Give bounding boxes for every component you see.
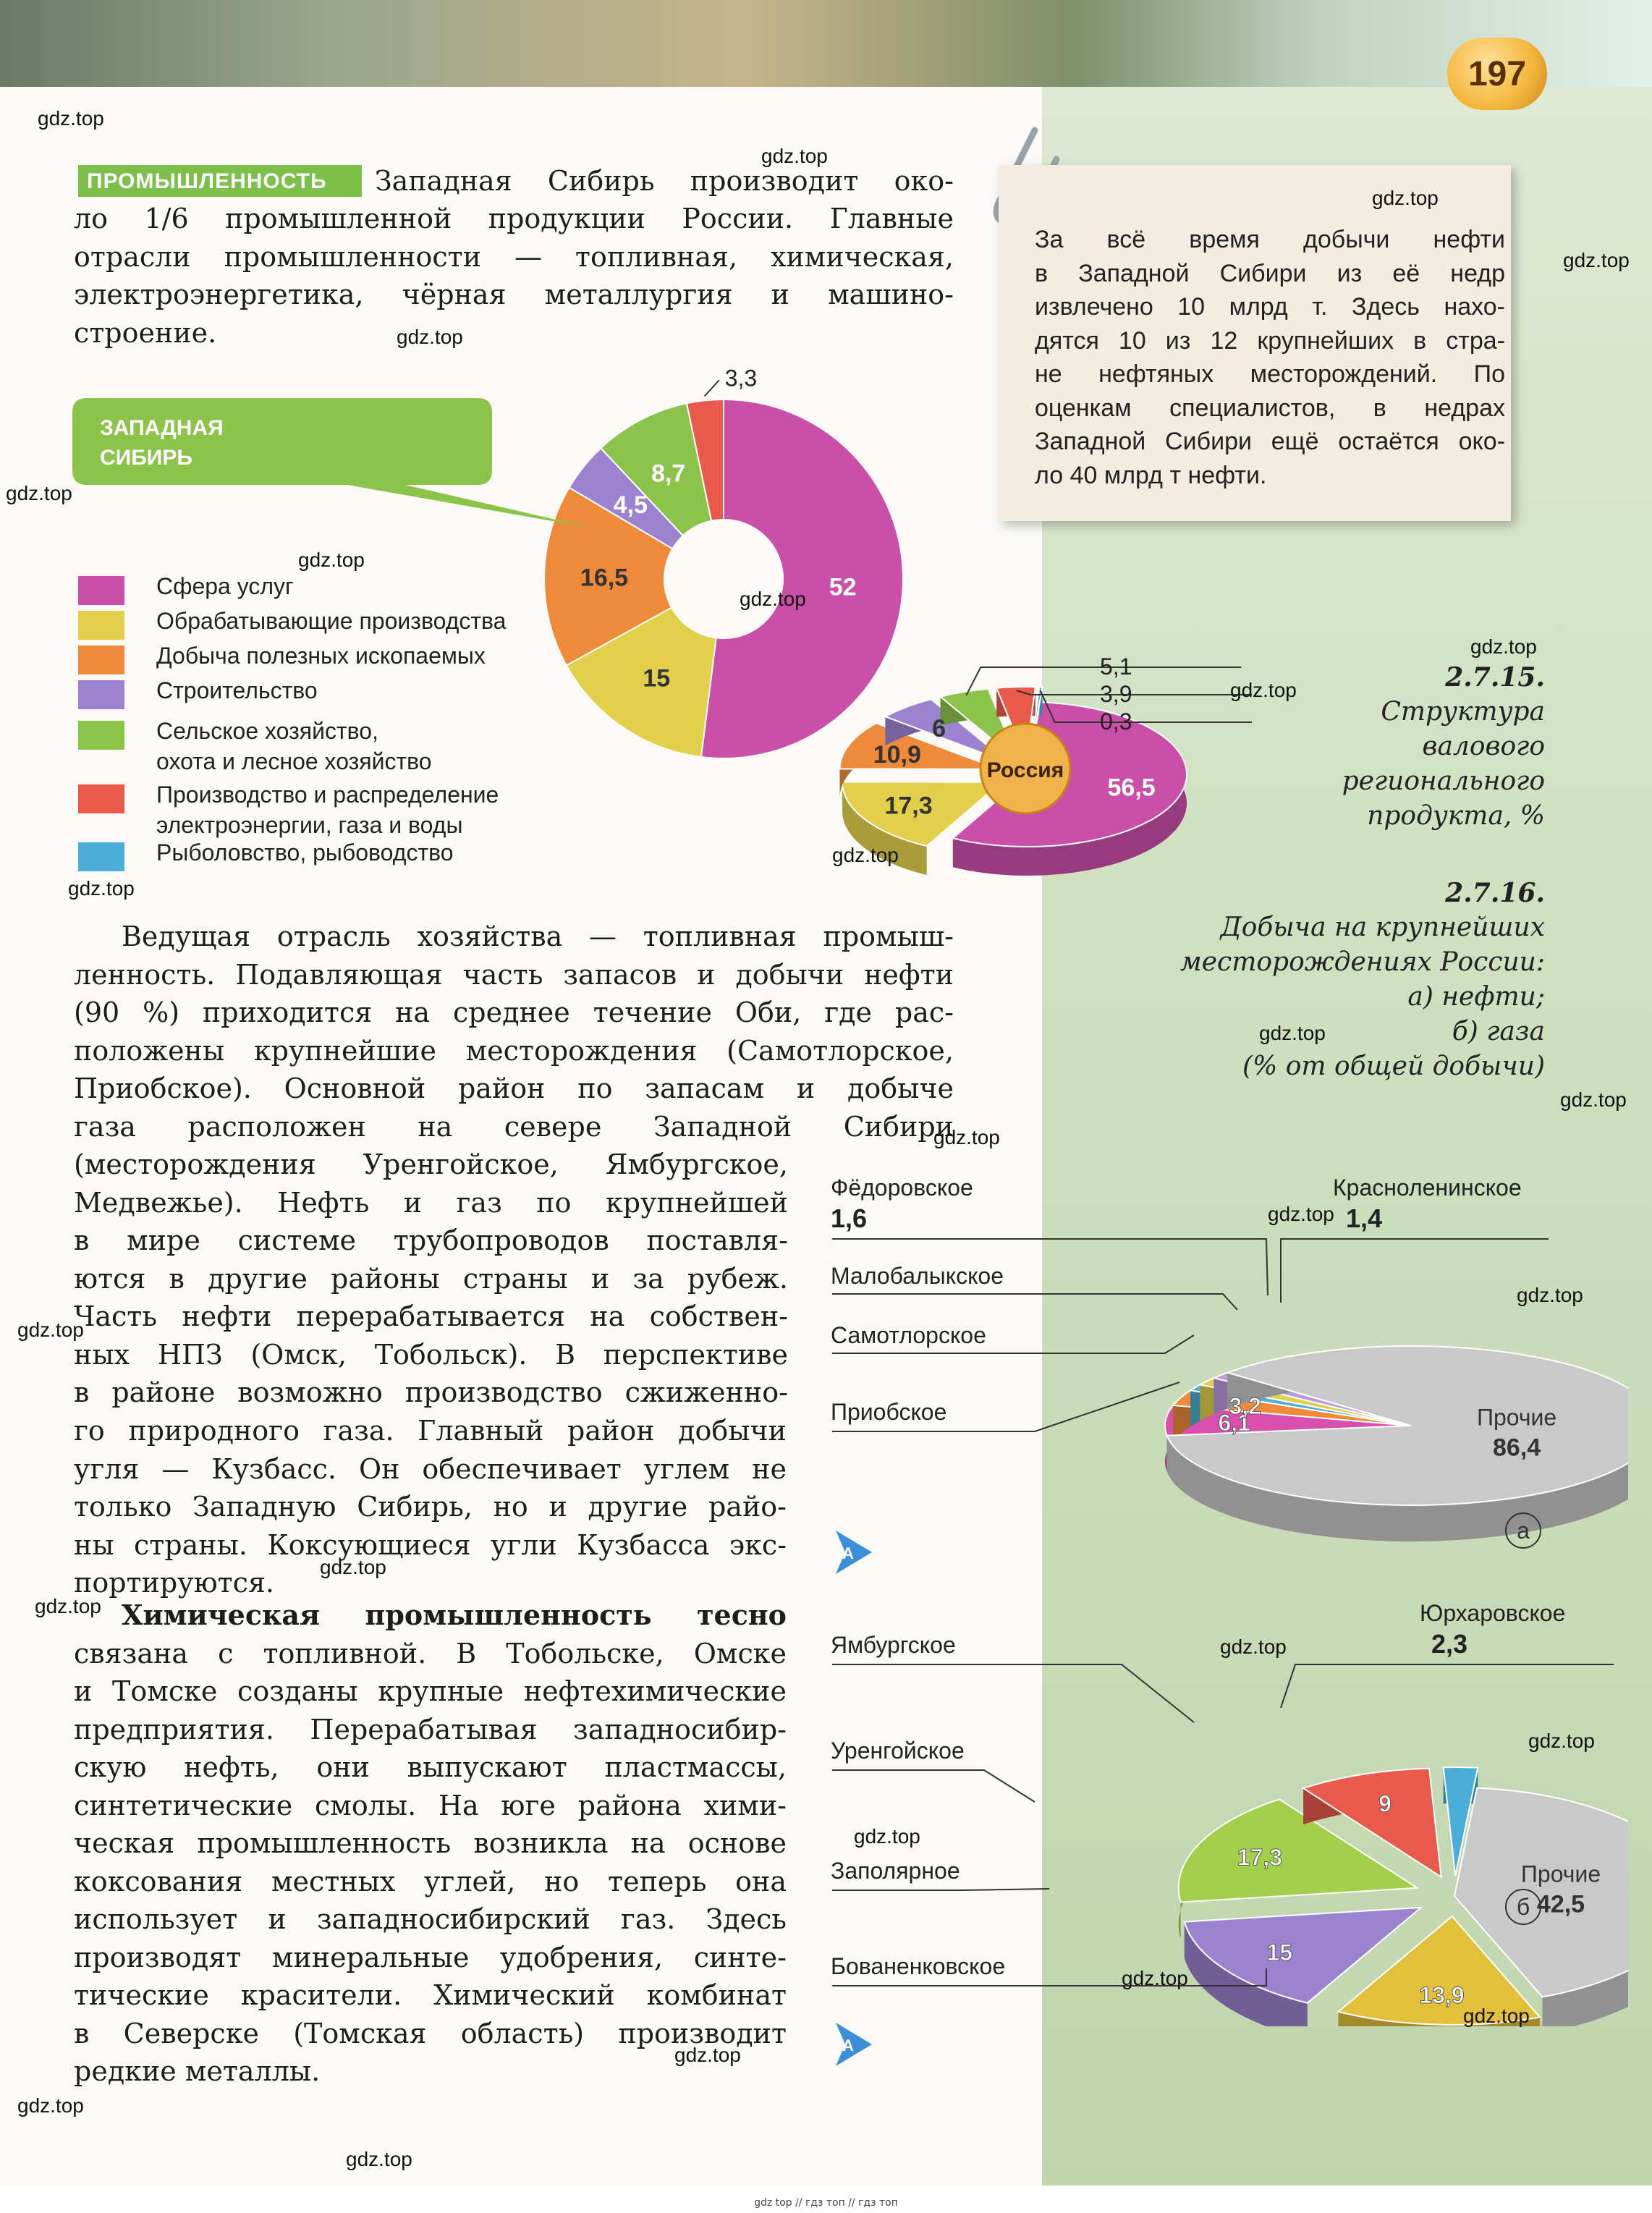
watermark-text: gdz.top — [1517, 1284, 1583, 1306]
slice-value-label: 13,9 — [1419, 1981, 1465, 2008]
caption-number: 2.7.15. — [1445, 662, 1545, 693]
callout-line: извлечено 10 млрд т. Здесь нахо- — [1035, 293, 1505, 321]
paragraph2-line: (90 %) приходится на среднее течение Оби, где рас- — [74, 997, 954, 1028]
slice-value-label: 86,4 — [1493, 1434, 1541, 1462]
slice-value-label: 56,5 — [1107, 774, 1156, 802]
slice-value-label: 6,1 — [1218, 1409, 1250, 1436]
watermark-text: gdz.top — [740, 588, 806, 610]
slice-value-label: 17,3 — [1237, 1844, 1283, 1871]
caption-line: а) нефти; — [1407, 982, 1545, 1012]
legend-swatch — [78, 576, 124, 605]
paragraph2-line: Часть нефти перерабатывается на собствен- — [74, 1300, 788, 1332]
watermark-text: gdz.top — [1372, 187, 1439, 209]
leader-line — [705, 380, 719, 396]
paragraph2-top — [74, 918, 954, 1146]
paragraph3-line: синтетические смолы. На юге района хими- — [74, 1789, 787, 1821]
watermark-text: gdz.top — [761, 145, 828, 167]
watermark-text: gdz.top — [832, 844, 899, 866]
field-name: Приобское — [831, 1399, 947, 1425]
callout-line: ло 40 млрд т нефти. — [1035, 461, 1267, 489]
paragraph3-line: и Томске созданы крупные нефтехимические — [74, 1675, 787, 1707]
paragraph3 — [74, 1596, 787, 2091]
paragraph2-line: ных НПЗ (Омск, Тобольск). В перспективе — [74, 1338, 788, 1371]
slice-value-label: 15 — [643, 664, 671, 693]
slice-value-label: 6 — [932, 715, 946, 743]
callout-line: Западной Сибири ещё остаётся око- — [1035, 428, 1505, 455]
russia-label: Россия — [986, 758, 1064, 782]
paragraph3-line: ческая промышленность возникла на основе — [74, 1827, 787, 1859]
paragraph2-bottom — [74, 1412, 787, 1602]
slice-value-label: 16,5 — [580, 564, 629, 592]
paragraph2-line: Ведущая отрасль хозяйства — топливная промыш- — [122, 921, 954, 952]
chart-letter: б — [1516, 1894, 1530, 1920]
field-name: Малобалыкское — [831, 1263, 1004, 1289]
slice-value-label: 15 — [1266, 1939, 1293, 1966]
slice-value-label: 0,3 — [1100, 708, 1132, 735]
paragraph2-line: Приобское). Основной район по запасам и добыче — [74, 1072, 954, 1104]
prochie-label: Прочие — [1520, 1861, 1601, 1887]
paragraph1-line: электроэнергетика, чёрная металлургия и машино- — [74, 279, 954, 310]
slice-value-label: 9 — [1378, 1790, 1392, 1817]
paragraph2-line: Медвежье). Нефть и газ по крупнейшей — [74, 1186, 788, 1219]
watermark-text: gdz.top — [6, 482, 72, 504]
paragraph1-first-line — [375, 162, 954, 200]
legend-label: Рыболовство, рыбоводство — [156, 839, 454, 866]
watermark-text: gdz.top — [17, 2094, 84, 2117]
paragraph2-line: ны страны. Коксующиеся угли Кузбасса экс- — [74, 1528, 787, 1561]
watermark-text: gdz.top — [854, 1825, 920, 1848]
paragraph1 — [74, 200, 954, 352]
svg-text:A: A — [842, 1544, 854, 1562]
paragraph2-line: положены крупнейшие месторождения (Самотлорское, — [74, 1034, 954, 1067]
legend-label: Сфера услуг — [156, 573, 294, 599]
legend-label: Добыча полезных ископаемых — [156, 643, 486, 669]
paragraph3-line: редкие металлы. — [74, 2055, 321, 2087]
caption-line: продукта, % — [1367, 801, 1545, 831]
watermark-text: gdz.top — [933, 1126, 1000, 1148]
paragraph3-line: тические красители. Химический комбинат — [74, 1979, 787, 2011]
callout-line: оценкам специалистов, в недрах — [1035, 394, 1505, 422]
svg-text:A: A — [842, 2036, 854, 2055]
watermark-text: gdz.top — [346, 2148, 412, 2170]
field-name: Юрхаровское — [1420, 1600, 1566, 1626]
watermark-text: gdz.top — [1259, 1022, 1326, 1044]
paragraph3-line: связана с топливной. В Тобольске, Омске — [74, 1637, 787, 1670]
paragraph2-line: только Западную Сибирь, но и другие райо- — [74, 1491, 787, 1523]
paragraph3-line: коксования местных углей, но теперь она — [74, 1865, 787, 1897]
leader-line — [832, 1294, 1237, 1310]
leader-line — [1281, 1239, 1549, 1303]
legend-swatch — [78, 646, 124, 674]
paragraph2-line: газа расположен на севере Западной Сибири — [74, 1110, 954, 1143]
watermark-text: gdz.top — [1560, 1088, 1627, 1111]
region-label-bubble — [72, 391, 608, 536]
paragraph2-line: ются в другие районы страны и за рубеж. — [74, 1262, 788, 1295]
slice-value-label: 17,3 — [884, 792, 933, 820]
legend-label: Производство и распределение — [156, 782, 499, 808]
section-tag: ПРОМЫШЛЕННОСТЬ — [78, 165, 362, 197]
paragraph2-line: угля — Кузбасс. Он обеспечивает углем не — [74, 1452, 787, 1485]
caption-line: регионального — [1342, 766, 1545, 796]
legend-swatch — [78, 842, 124, 871]
caption-line: б) газа — [1452, 1017, 1545, 1046]
caption-line: Добыча на крупнейших — [1220, 913, 1545, 942]
paragraph2-narrow — [74, 1146, 788, 1412]
paragraph2-line: ленность. Подавляющая часть запасов и добычи нефти — [74, 958, 954, 991]
caption-number: 2.7.16. — [1445, 878, 1545, 908]
paragraph2-line: в мире системе трубопроводов поставля- — [74, 1224, 788, 1256]
field-name: Самотлорское — [831, 1322, 986, 1348]
caption-line: месторождениях России: — [1179, 947, 1545, 977]
caption-line: Структура — [1381, 697, 1545, 727]
watermark-text: gdz.top — [1220, 1636, 1287, 1658]
arrow-marker-icon — [832, 2019, 876, 2070]
watermark-text: gdz.top — [298, 549, 365, 571]
paragraph1-line: строение. — [74, 316, 217, 349]
leader-line — [1281, 1664, 1614, 1708]
field-production-charts — [818, 1158, 1628, 2026]
watermark-text: gdz.top — [1470, 635, 1537, 658]
paragraph3-line: предприятия. Перерабатывая западносибир- — [74, 1713, 787, 1746]
slice-value-label: 42,5 — [1536, 1890, 1585, 1918]
paragraph1-line: Западная Сибирь производит око- — [375, 165, 954, 197]
paragraph2-line: го природного газа. Главный район добычи — [74, 1415, 787, 1447]
watermark-text: gdz.top — [1268, 1203, 1334, 1225]
legend-label: Сельское хозяйство, — [156, 718, 378, 744]
watermark-text: gdz.top — [68, 877, 135, 900]
field-name: Заполярное — [831, 1858, 960, 1884]
legend-label: охота и лесное хозяйство — [156, 748, 432, 774]
legend-swatch — [78, 784, 124, 813]
slice-value-label: 8,7 — [651, 460, 686, 488]
chart-letter: а — [1517, 1518, 1530, 1544]
bottom-link[interactable]: gdz top // гдз топ // гдз топ — [754, 2197, 898, 2209]
slice-value-label: 3,9 — [1100, 681, 1132, 707]
field-name: Уренгойское — [831, 1738, 965, 1764]
watermark-text: gdz.top — [38, 107, 104, 130]
callout-line: в Западной Сибири из её недр — [1035, 259, 1505, 287]
prochie-label: Прочие — [1476, 1404, 1557, 1431]
watermark-text: gdz.top — [17, 1319, 84, 1341]
paragraph3-line: Химическая промышленность тесно — [122, 1599, 787, 1631]
region-label-line2: СИБИРЬ — [100, 446, 192, 470]
watermark-text: gdz.top — [1528, 1730, 1595, 1752]
donut-slice — [701, 399, 903, 758]
legend-label: электроэнергии, газа и воды — [156, 812, 463, 838]
legend-label: Строительство — [156, 677, 318, 703]
field-name: Красноленинское — [1333, 1175, 1522, 1201]
callout-line: дятся 10 из 12 крупнейших в стра- — [1035, 326, 1505, 355]
leader-line — [832, 1770, 1035, 1802]
slice-value-label: 3,3 — [724, 365, 758, 392]
paragraph3-line: скую нефть, они выпускают пластмассы, — [74, 1751, 787, 1783]
slice-value-label: 10,9 — [873, 740, 921, 769]
watermark-text: gdz.top — [35, 1595, 101, 1617]
callout-line: не нефтяных месторождений. По — [1035, 360, 1505, 388]
watermark-text: gdz.top — [320, 1556, 386, 1578]
caption-line: (% от общей добычи) — [1242, 1052, 1545, 1081]
page-number: 197 — [1467, 54, 1527, 93]
slice-value-label: 5,1 — [1100, 653, 1132, 680]
paragraph1-line: отрасли промышленности — топливная, химическая, — [74, 240, 954, 273]
slice-value-label: 52 — [829, 573, 857, 601]
paragraph3-line: в Северске (Томская область) производит — [74, 2017, 787, 2049]
field-name: Ямбургское — [831, 1632, 956, 1658]
field-value: 2,3 — [1431, 1629, 1468, 1659]
legend-label: Обрабатывающие производства — [156, 608, 507, 634]
watermark-text: gdz.top — [1230, 679, 1297, 701]
watermark-text: gdz.top — [1463, 2005, 1530, 2027]
leader-line — [832, 1889, 1049, 1890]
paragraph2-line: портируются. — [74, 1567, 275, 1599]
paragraph3-line: использует и западносибирский газ. Здесь — [74, 1903, 787, 1935]
paragraph3-line: производят минеральные удобрения, синте- — [74, 1941, 787, 1973]
caption-line: валового — [1422, 732, 1545, 761]
watermark-text: gdz.top — [674, 2044, 741, 2066]
slice-value-label: 3,2 — [1229, 1393, 1261, 1420]
leader-line — [832, 1664, 1194, 1722]
field-name: Бованенковское — [831, 1953, 1006, 1979]
watermark-text: gdz.top — [397, 326, 463, 348]
field-value: 1,4 — [1346, 1203, 1383, 1233]
legend-swatch — [78, 721, 124, 750]
region-label-line1: ЗАПАДНАЯ — [100, 416, 224, 440]
field-value: 1,6 — [831, 1203, 868, 1233]
figure-2-7-16-caption — [1129, 876, 1545, 1084]
paragraph2-line: в районе возможно производство сжиженно- — [74, 1376, 788, 1408]
legend-swatch — [78, 680, 124, 709]
legend-swatch — [78, 611, 124, 640]
watermark-text: gdz.top — [1563, 249, 1630, 271]
paragraph2-line: (месторождения Уренгойское, Ямбургское, — [74, 1148, 788, 1180]
page-number-badge — [1447, 38, 1547, 110]
paragraph1-line: ло 1/6 промышленной продукции России. Главные — [74, 203, 954, 234]
oil-pie — [1165, 1346, 1628, 1541]
slice-value-label: 4,5 — [613, 491, 648, 519]
watermark-text: gdz.top — [1122, 1967, 1188, 1989]
callout-line: За всё время добычи нефти — [1035, 226, 1505, 253]
field-name: Фёдоровское — [831, 1175, 973, 1201]
